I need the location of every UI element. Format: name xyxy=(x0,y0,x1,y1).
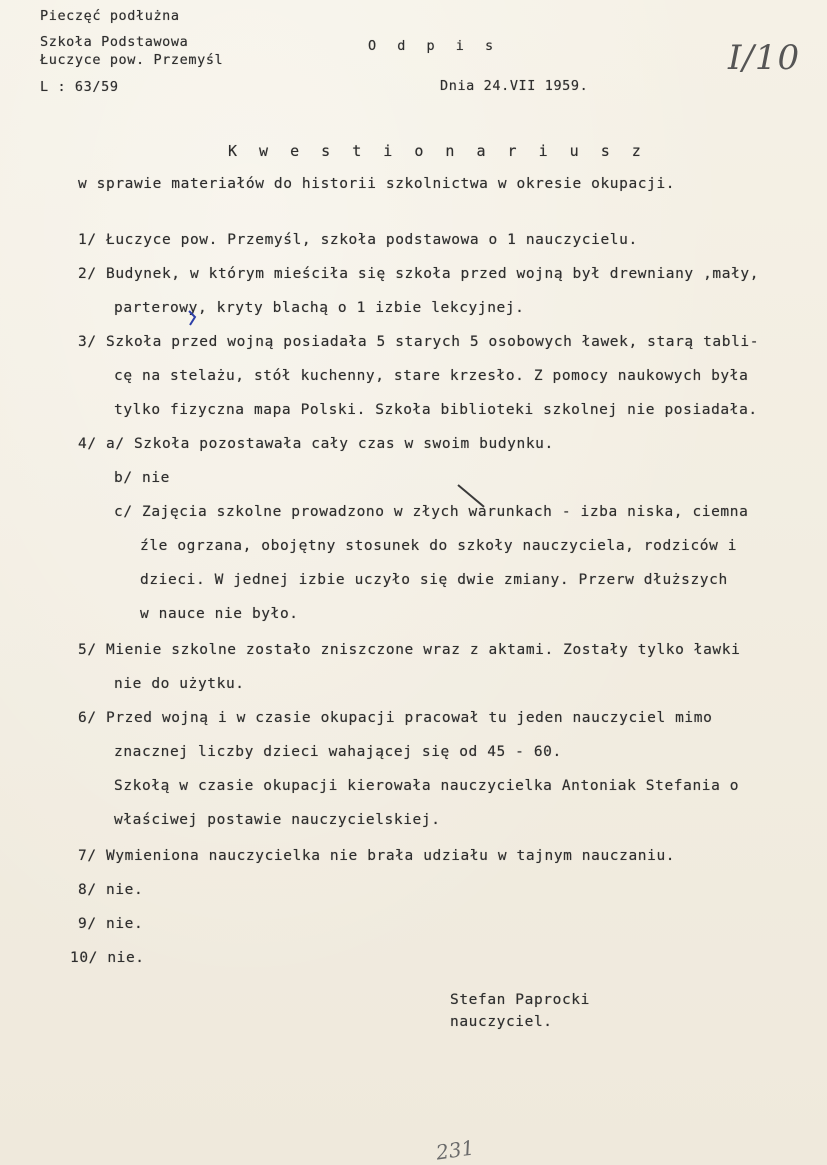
stamp-line-3: Łuczyce pow. Przemyśl xyxy=(40,52,224,68)
answer-4c-line-4: w nauce nie było. xyxy=(140,606,299,622)
answer-2-line-2: parterowy, kryty blachą o 1 izbie lekcyjnej. xyxy=(114,300,525,316)
signature-role: nauczyciel. xyxy=(450,1014,553,1030)
answer-10: 10/ nie. xyxy=(70,950,145,966)
answer-6-line-3: Szkołą w czasie okupacji kierowała nauczycielka Antoniak Stefania o xyxy=(114,778,740,794)
answer-4c-line-1: c/ Zajęcia szkolne prowadzono w złych warunkach - izba niska, ciemna xyxy=(114,504,749,520)
answer-8: 8/ nie. xyxy=(78,882,144,898)
answer-4b: b/ nie xyxy=(114,470,170,486)
answer-3-line-2: cę na stelażu, stół kuchenny, stare krzesło. Z pomocy naukowych była xyxy=(114,368,749,384)
signature-name: Stefan Paprocki xyxy=(450,992,590,1008)
answer-6-line-4: właściwej postawie nauczycielskiej. xyxy=(114,812,441,828)
answer-3-line-1: 3/ Szkoła przed wojną posiadała 5 starych 5 osobowych ławek, starą tabli- xyxy=(78,334,760,350)
page-number: 231 xyxy=(434,1135,476,1165)
answer-7: 7/ Wymieniona nauczycielka nie brała udziału w tajnym nauczaniu. xyxy=(78,848,676,864)
answer-5-line-1: 5/ Mienie szkolne zostało zniszczone wraz z aktami. Zostały tylko ławki xyxy=(78,642,741,658)
answer-5-line-2: nie do użytku. xyxy=(114,676,245,692)
reference-number: L : 63/59 xyxy=(40,79,119,95)
archive-mark: I/10 xyxy=(728,38,801,78)
document-title: K w e s t i o n a r i u s z xyxy=(228,142,648,160)
answer-4a: 4/ a/ Szkoła pozostawała cały czas w swoim budynku. xyxy=(78,436,554,452)
stamp-line-1: Pieczęć podłużna xyxy=(40,8,180,24)
answer-9: 9/ nie. xyxy=(78,916,144,932)
ink-correction-mark xyxy=(186,310,198,326)
document-subtitle: w sprawie materiałów do historii szkolnictwa w okresie okupacji. xyxy=(78,176,676,192)
answer-4c-line-3: dzieci. W jednej izbie uczyło się dwie zmiany. Przerw dłuższych xyxy=(140,572,728,588)
stamp-line-2: Szkoła Podstawowa xyxy=(40,34,189,50)
answer-4c-line-2: źle ogrzana, obojętny stosunek do szkoły nauczyciela, rodziców i xyxy=(140,538,738,554)
answer-6-line-2: znacznej liczby dzieci wahającej się od 45 - 60. xyxy=(114,744,562,760)
answer-3-line-3: tylko fizyczna mapa Polski. Szkoła biblioteki szkolnej nie posiadała. xyxy=(114,402,758,418)
document-date: Dnia 24.VII 1959. xyxy=(440,78,589,94)
answer-1: 1/ Łuczyce pow. Przemyśl, szkoła podstawowa o 1 nauczycielu. xyxy=(78,232,638,248)
answer-6-line-1: 6/ Przed wojną i w czasie okupacji pracował tu jeden nauczyciel mimo xyxy=(78,710,713,726)
copy-label: O d p i s xyxy=(368,38,500,54)
answer-2-line-1: 2/ Budynek, w którym mieściła się szkoła przed wojną był drewniany ,mały, xyxy=(78,266,760,282)
